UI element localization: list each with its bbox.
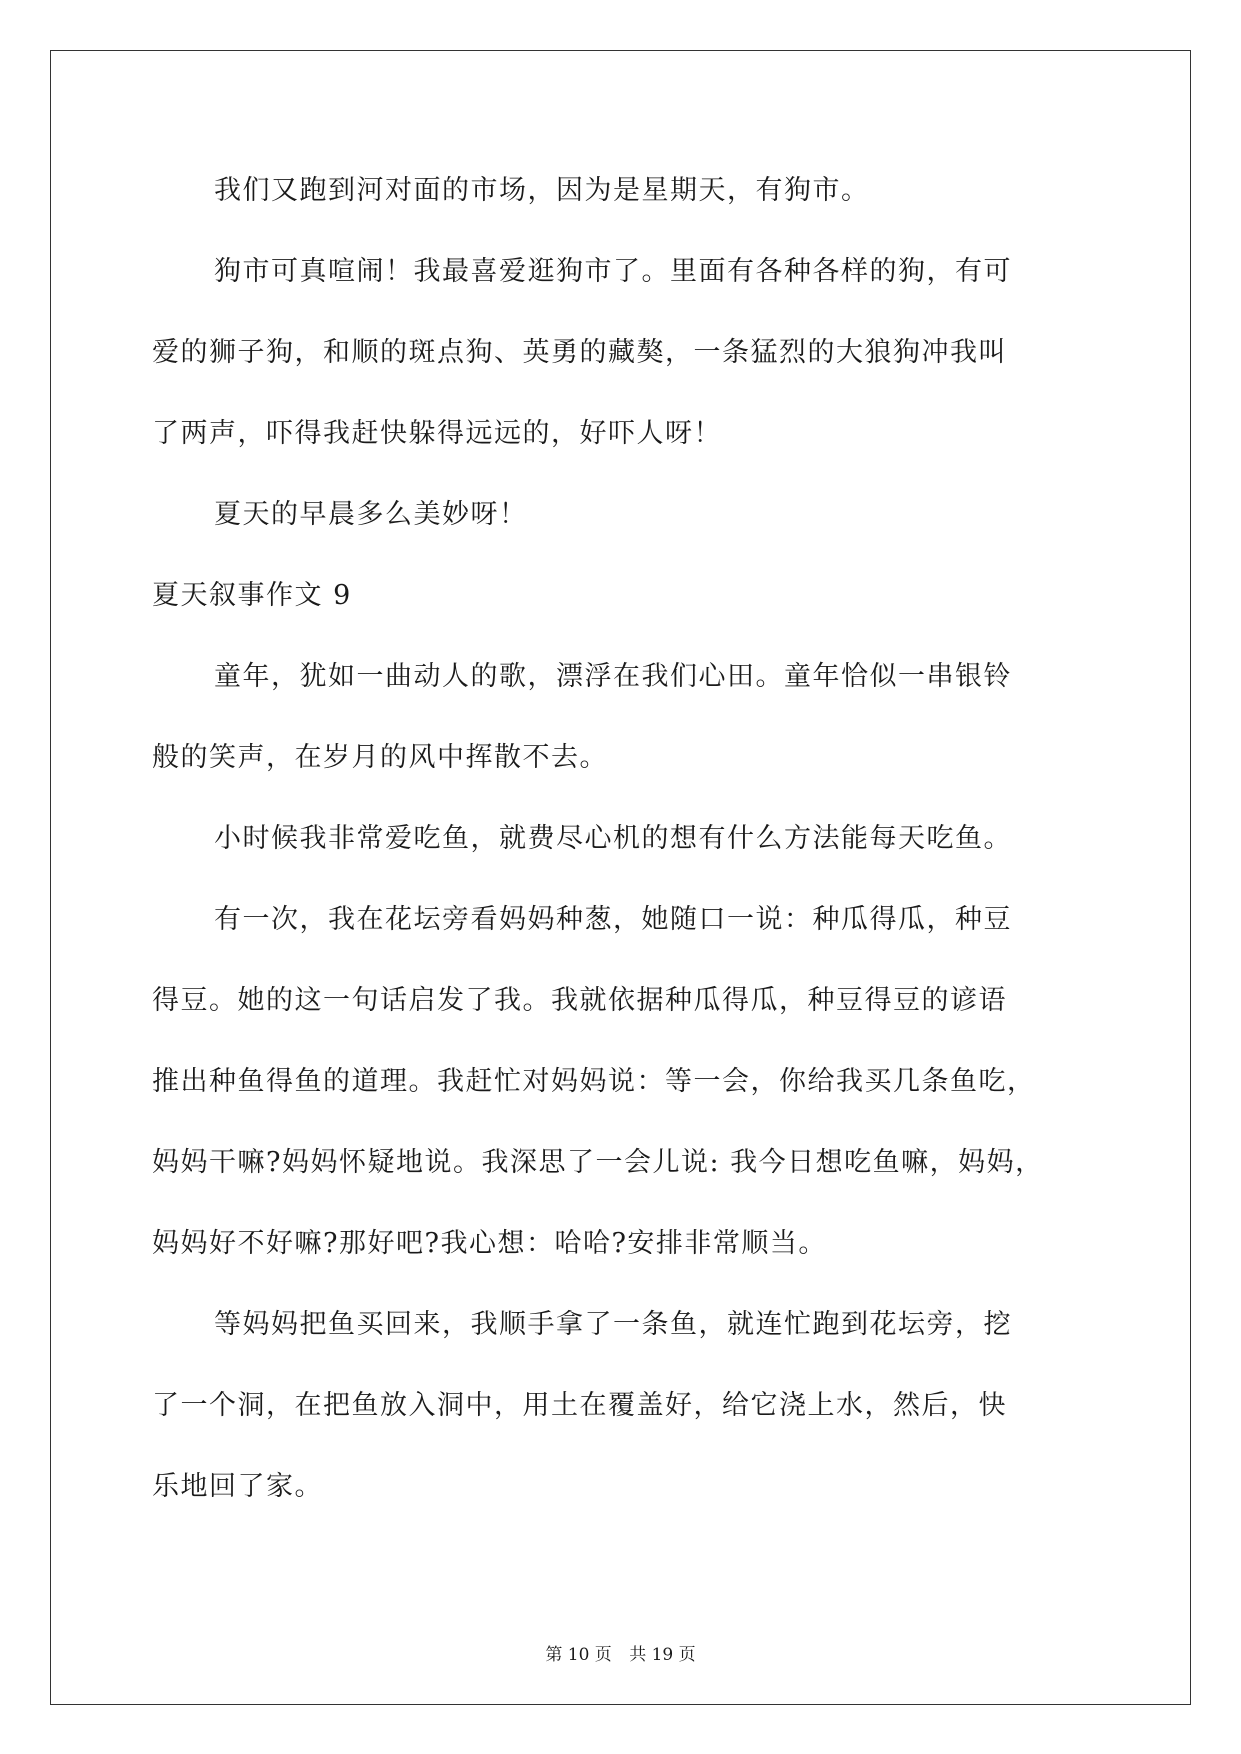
paragraph-line: 等妈妈把鱼买回来，我顺手拿了一条鱼，就连忙跑到花坛旁，挖	[214, 1309, 1012, 1340]
paragraph-line: 童年，犹如一曲动人的歌，漂浮在我们心田。童年恰似一串银铃	[214, 661, 1012, 692]
paragraph-line: 得豆。她的这一句话启发了我。我就依据种瓜得瓜，种豆得豆的谚语	[152, 985, 1007, 1016]
page-frame	[50, 50, 1191, 1705]
page-total: 共 19 页	[629, 1645, 696, 1665]
paragraph-line: 夏天的早晨多么美妙呀！	[214, 499, 528, 530]
paragraph-line: 了两声，吓得我赶快躲得远远的，好吓人呀！	[152, 418, 722, 449]
paragraph-line: 爱的狮子狗，和顺的斑点狗、英勇的藏獒，一条猛烈的大狼狗冲我叫	[152, 337, 1007, 368]
paragraph-line: 小时候我非常爱吃鱼，就费尽心机的想有什么方法能每天吃鱼。	[214, 823, 1012, 854]
paragraph-line: 狗市可真喧闹！我最喜爱逛狗市了。里面有各种各样的狗，有可	[214, 256, 1012, 287]
page-number: 第 10 页	[545, 1645, 612, 1665]
paragraph-line: 我们又跑到河对面的市场，因为是星期天，有狗市。	[214, 175, 870, 206]
paragraph-line: 妈妈干嘛?妈妈怀疑地说。我深思了一会儿说: 我今日想吃鱼嘛，妈妈，	[152, 1147, 1044, 1178]
paragraph-line: 了一个洞，在把鱼放入洞中，用土在覆盖好，给它浇上水，然后，快	[152, 1390, 1007, 1421]
paragraph-line: 推出种鱼得鱼的道理。我赶忙对妈妈说：等一会，你给我买几条鱼吃，	[152, 1066, 1036, 1097]
paragraph-line: 般的笑声，在岁月的风中挥散不去。	[152, 742, 608, 773]
paragraph-line: 妈妈好不好嘛?那好吧?我心想：哈哈?安排非常顺当。	[152, 1228, 827, 1259]
section-heading: 夏天叙事作文 9	[152, 580, 352, 611]
page-footer	[0, 1644, 1241, 1666]
paragraph-line: 乐地回了家。	[152, 1471, 323, 1502]
paragraph-line: 有一次，我在花坛旁看妈妈种葱，她随口一说：种瓜得瓜，种豆	[214, 904, 1012, 935]
